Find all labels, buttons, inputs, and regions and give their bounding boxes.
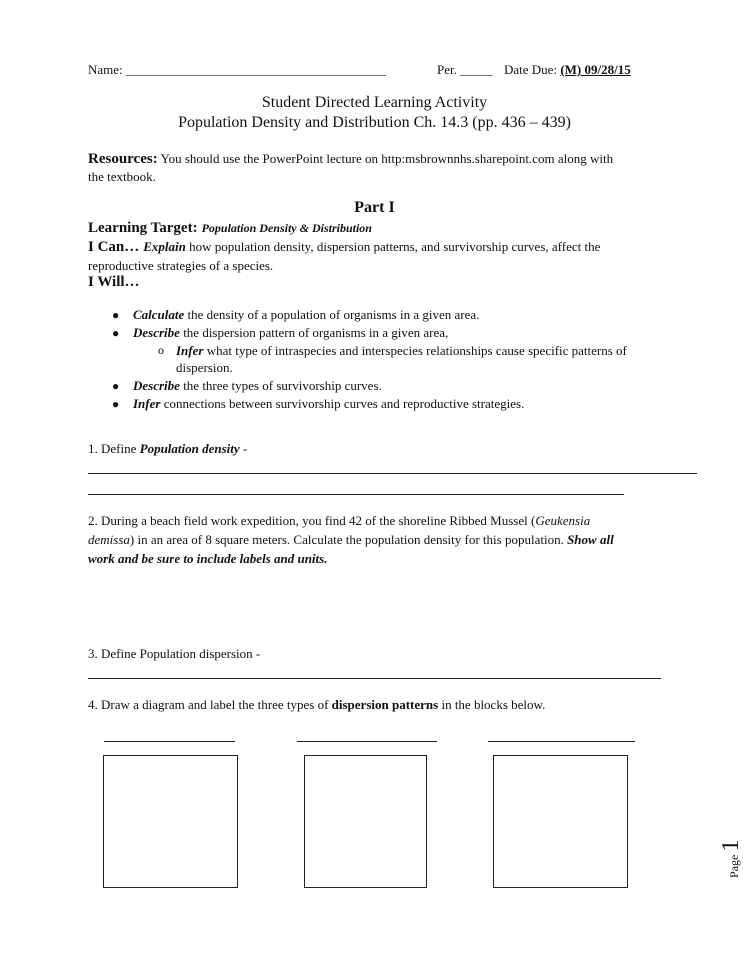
label-blank-1[interactable] bbox=[104, 741, 235, 742]
due-date bbox=[504, 62, 631, 78]
question-1-suffix: - bbox=[239, 441, 248, 456]
drawing-box-3[interactable] bbox=[493, 755, 628, 888]
period-field[interactable]: Per. _____ bbox=[437, 62, 493, 77]
list-item bbox=[112, 325, 449, 341]
activity-subtitle: Population Density and Distribution Ch. 14.3 (pp. 436 – 439) bbox=[178, 114, 571, 131]
question-2-line-1 bbox=[88, 513, 590, 529]
activity-title: Student Directed Learning Activity bbox=[261, 94, 488, 111]
question-3: 3. Define Population dispersion - bbox=[88, 646, 261, 661]
item-verb: Describe bbox=[133, 325, 180, 340]
item-verb: Infer bbox=[176, 343, 204, 358]
question-4-term: dispersion patterns bbox=[331, 697, 439, 712]
question-2-mid: ) in an area of 8 square meters. Calculate the population density for this population. bbox=[129, 532, 568, 547]
list-item-sub-continued bbox=[176, 360, 233, 376]
i-can-label: I Can… bbox=[88, 239, 140, 255]
question-2-emphasis: Show all bbox=[567, 532, 614, 547]
resources-line bbox=[88, 151, 613, 168]
due-date-value: (M) 09/28/15 bbox=[560, 62, 631, 77]
due-date-label: Date Due: bbox=[504, 62, 558, 77]
i-can-text-2: reproductive strategies of a species. bbox=[88, 258, 274, 273]
species-genus: Geukensia bbox=[535, 513, 591, 528]
resources-text: You should use the PowerPoint lecture on http:msbrownnhs.sharepoint.com along with bbox=[160, 151, 614, 166]
item-verb: Infer bbox=[133, 396, 161, 411]
label-blank-2[interactable] bbox=[297, 741, 437, 742]
question-4-prefix: 4. Draw a diagram and label the three types of bbox=[88, 697, 332, 712]
item-text: the density of a population of organisms in a given area. bbox=[184, 307, 480, 322]
question-1-term: Population density bbox=[139, 441, 240, 456]
item-text: connections between survivorship curves and reproductive strategies. bbox=[160, 396, 525, 411]
part-heading: Part I bbox=[354, 199, 395, 216]
answer-line[interactable] bbox=[88, 494, 624, 495]
item-verb: Describe bbox=[133, 378, 180, 393]
name-label-text: Name: bbox=[88, 62, 123, 77]
drawing-box-2[interactable] bbox=[304, 755, 427, 888]
question-1-prefix: 1. Define bbox=[88, 441, 140, 456]
question-2-prefix: 2. During a beach field work expedition, you find 42 of the shoreline Ribbed Mussel ( bbox=[88, 513, 536, 528]
i-will-label: I Will… bbox=[88, 274, 140, 290]
species-epithet: demissa bbox=[88, 532, 130, 547]
item-text: the dispersion pattern of organisms in a given area, bbox=[179, 325, 449, 340]
list-item-sub bbox=[158, 343, 627, 359]
resources-label: Resources: bbox=[88, 151, 158, 167]
page-num: 1 bbox=[718, 839, 744, 852]
label-blank-3[interactable] bbox=[488, 741, 635, 742]
bullet-icon: ● bbox=[112, 379, 120, 393]
list-item bbox=[112, 378, 382, 394]
bullet-icon: ● bbox=[112, 308, 120, 322]
item-verb: Calculate bbox=[133, 307, 185, 322]
name-label bbox=[88, 62, 386, 78]
drawing-box-1[interactable] bbox=[103, 755, 238, 888]
question-1 bbox=[88, 441, 247, 457]
question-2-line-2 bbox=[88, 532, 614, 548]
resources-text-2: the textbook. bbox=[88, 169, 156, 184]
item-text: what type of intraspecies and interspecies relationships cause specific patterns of bbox=[203, 343, 627, 358]
learning-target bbox=[88, 219, 372, 237]
question-2-line-3: work and be sure to include labels and units. bbox=[88, 551, 328, 566]
i-can-text: how population density, dispersion patterns, and survivorship curves, affect the bbox=[185, 239, 601, 254]
list-item bbox=[112, 307, 480, 323]
question-4 bbox=[88, 697, 545, 713]
item-text: dispersion. bbox=[176, 360, 233, 375]
item-text: the three types of survivorship curves. bbox=[179, 378, 382, 393]
i-can-verb: Explain bbox=[143, 239, 186, 254]
learning-target-label: Learning Target: bbox=[88, 220, 198, 236]
answer-line[interactable] bbox=[88, 473, 697, 474]
answer-line[interactable] bbox=[88, 678, 661, 679]
sub-bullet-icon: o bbox=[158, 343, 164, 357]
learning-target-value: Population Density & Distribution bbox=[201, 221, 372, 235]
i-can-line bbox=[88, 238, 600, 256]
name-blank[interactable]: ________________________________________ bbox=[125, 62, 386, 77]
page-number bbox=[718, 840, 745, 878]
page-word: Page bbox=[727, 854, 741, 878]
question-4-suffix: in the blocks below. bbox=[438, 697, 546, 712]
list-item bbox=[112, 396, 525, 412]
bullet-icon: ● bbox=[112, 326, 120, 340]
bullet-icon: ● bbox=[112, 397, 120, 411]
